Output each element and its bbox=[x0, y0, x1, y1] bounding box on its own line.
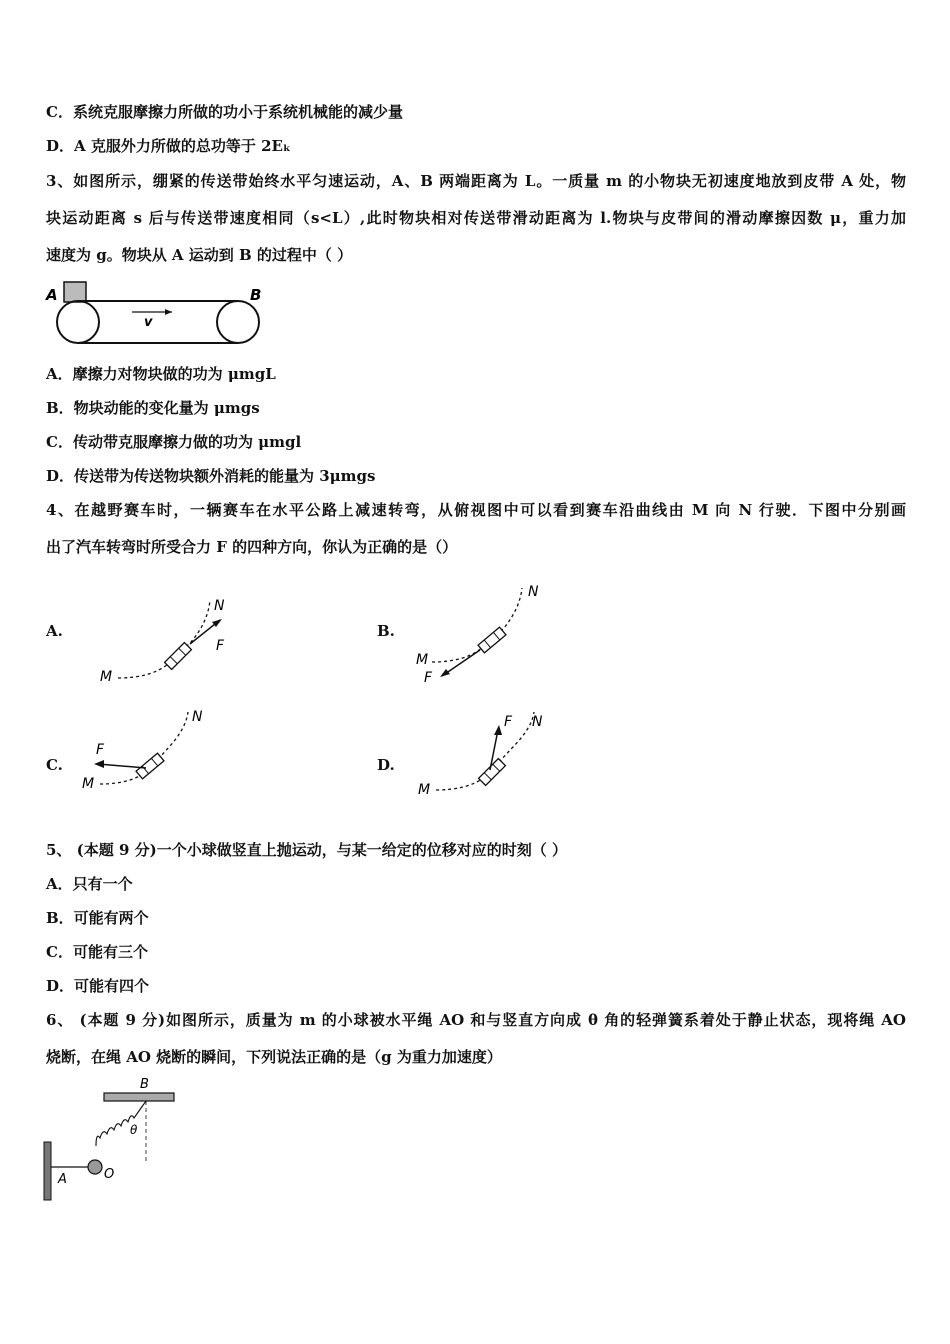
svg-text:N: N bbox=[192, 709, 203, 725]
pulley-left bbox=[57, 301, 99, 343]
conveyor-belt-figure bbox=[44, 276, 264, 346]
option-c-line: C．系统克服摩擦力所做的功小于系统机械能的减少量 bbox=[46, 103, 403, 121]
label-m: M bbox=[100, 669, 113, 685]
svg-text:F: F bbox=[504, 714, 513, 730]
q4-figure-b bbox=[412, 580, 562, 685]
q4-option-c-label: C. bbox=[46, 756, 63, 774]
q5-option-c: C．可能有三个 bbox=[46, 943, 148, 961]
q3-text-2: 块运动距离 s 后与传送带速度相同（s<L）,此时物块相对传送带滑动距离为 l.物块与皮带间的滑动摩擦因数 μ，重力加 bbox=[46, 209, 906, 227]
q3-option-b: B．物块动能的变化量为 μmgs bbox=[46, 399, 260, 417]
q4-option-b-label: B. bbox=[377, 622, 395, 640]
q4-text-1: 4、在越野赛车时，一辆赛车在水平公路上减速转弯，从俯视图中可以看到赛车沿曲线由 M 向 N 行驶．下图中分别画 bbox=[46, 501, 906, 519]
ceiling bbox=[104, 1093, 174, 1101]
ball bbox=[88, 1160, 102, 1174]
spring-ball-figure bbox=[42, 1074, 182, 1204]
q3-option-d: D．传送带为传送物块额外消耗的能量为 3μmgs bbox=[46, 467, 376, 485]
label-f: F bbox=[216, 638, 225, 654]
svg-text:M: M bbox=[418, 782, 431, 798]
svg-text:θ: θ bbox=[130, 1123, 138, 1137]
svg-text:M: M bbox=[416, 652, 429, 668]
svg-text:A: A bbox=[58, 1172, 67, 1187]
q4-option-a-label: A. bbox=[46, 622, 63, 640]
spring bbox=[96, 1101, 146, 1146]
q4-figure-d bbox=[414, 706, 564, 801]
svg-text:B: B bbox=[140, 1077, 149, 1092]
label-v: v bbox=[144, 315, 153, 330]
q5-option-b: B．可能有两个 bbox=[46, 909, 149, 927]
q5-text: 5、 (本题 9 分)一个小球做竖直上抛运动，与某一给定的位移对应的时刻（ ） bbox=[46, 841, 567, 859]
q5-option-d: D．可能有四个 bbox=[46, 977, 150, 995]
q4-figure-a bbox=[96, 592, 246, 687]
q5-option-a: A．只有一个 bbox=[46, 875, 133, 893]
svg-text:N: N bbox=[532, 714, 543, 730]
label-a: A bbox=[46, 286, 58, 304]
q3-option-a: A．摩擦力对物块做的功为 μmgL bbox=[46, 365, 276, 383]
q3-text-3: 速度为 g。物块从 A 运动到 B 的过程中（ ） bbox=[46, 246, 353, 264]
q6-text-2: 烧断，在绳 AO 烧断的瞬间，下列说法正确的是（g 为重力加速度） bbox=[46, 1048, 502, 1066]
svg-text:F: F bbox=[424, 670, 433, 685]
q4-figure-c bbox=[80, 706, 220, 796]
svg-text:M: M bbox=[82, 776, 95, 792]
q3-text-1: 3、如图所示，绷紧的传送带始终水平匀速运动，A、B 两端距离为 L。一质量 m 的小物块无初速度地放到皮带 A 处，物 bbox=[46, 172, 906, 190]
label-b: B bbox=[250, 286, 262, 304]
option-d-line: D．A 克服外力所做的总功等于 2Eₖ bbox=[46, 137, 291, 155]
block bbox=[64, 282, 86, 302]
q4-text-2: 出了汽车转弯时所受合力 F 的四种方向，你认为正确的是（） bbox=[46, 538, 458, 556]
label-n: N bbox=[214, 598, 225, 614]
q3-option-c: C．传动带克服摩擦力做的功为 μmgl bbox=[46, 433, 302, 451]
svg-text:O: O bbox=[104, 1167, 115, 1182]
svg-text:N: N bbox=[528, 584, 539, 600]
wall bbox=[44, 1142, 51, 1200]
q6-text-1: 6、 (本题 9 分)如图所示，质量为 m 的小球被水平绳 AO 和与竖直方向成 θ 角的轻弹簧系着处于静止状态，现将绳 AO bbox=[46, 1011, 906, 1029]
pulley-right bbox=[217, 301, 259, 343]
svg-text:F: F bbox=[96, 742, 105, 758]
q4-option-d-label: D. bbox=[377, 756, 395, 774]
